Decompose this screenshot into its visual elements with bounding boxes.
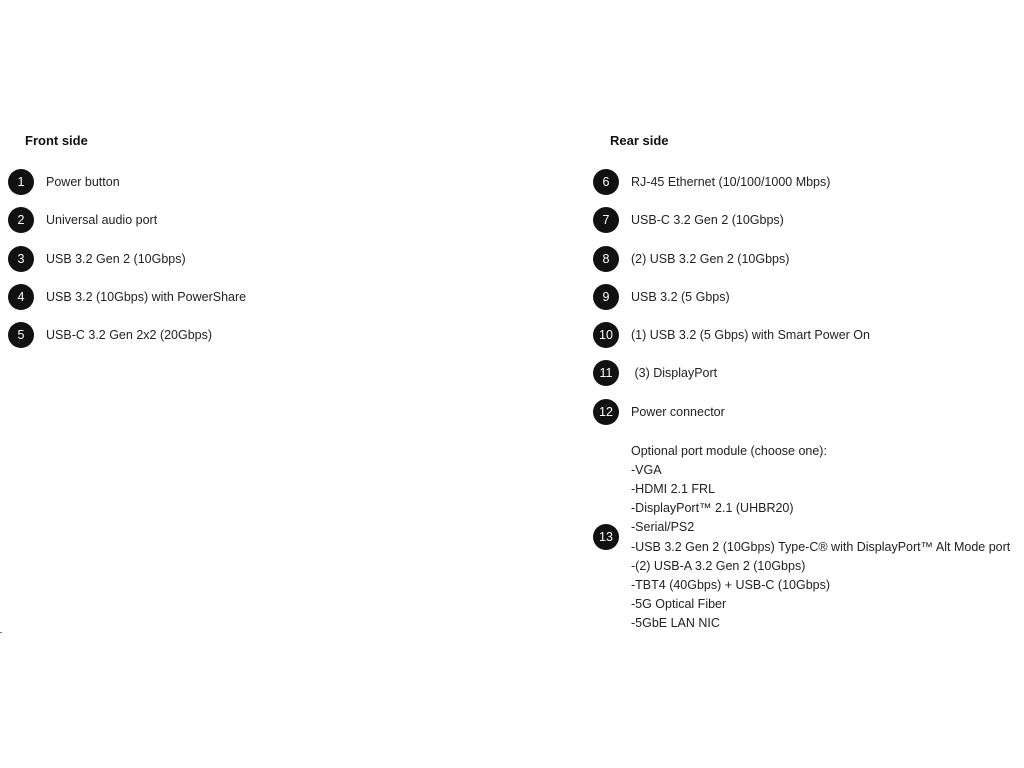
- optional-module-option: -DisplayPort™ 2.1 (UHBR20): [631, 501, 794, 516]
- port-number-badge: 11: [593, 360, 619, 386]
- port-number-badge: 6: [593, 169, 619, 195]
- optional-module-option: -HDMI 2.1 FRL: [631, 482, 716, 497]
- rear-side-heading: Rear side: [610, 133, 669, 148]
- port-number-badge: 9: [593, 284, 619, 310]
- port-label: (1) USB 3.2 (5 Gbps) with Smart Power On: [631, 328, 870, 343]
- optional-module-option: -VGA: [631, 463, 662, 478]
- optional-module-title: Optional port module (choose one):: [631, 444, 827, 459]
- optional-module-options-list: [631, 442, 1010, 633]
- optional-module-option: -USB 3.2 Gen 2 (10Gbps) Type-C® with DisplayPort™ Alt Mode port: [631, 539, 1011, 554]
- port-number-badge: 4: [8, 284, 34, 310]
- port-number-badge: 13: [593, 524, 619, 550]
- port-label: Power button: [46, 175, 120, 189]
- page-edge-mark: [0, 632, 2, 633]
- port-number-badge: 7: [593, 207, 619, 233]
- optional-module-option: -(2) USB-A 3.2 Gen 2 (10Gbps): [631, 558, 806, 573]
- port-label: (3) DisplayPort: [631, 366, 718, 381]
- port-label: USB 3.2 Gen 2 (10Gbps): [46, 251, 186, 266]
- port-label: USB-C 3.2 Gen 2x2 (20Gbps): [46, 328, 213, 343]
- port-number-badge: 1: [8, 169, 34, 195]
- optional-module-option: -5G Optical Fiber: [631, 596, 727, 611]
- port-label: USB 3.2 (10Gbps) with PowerShare: [46, 289, 247, 304]
- port-number-badge: 3: [8, 246, 34, 272]
- port-number-badge: 5: [8, 322, 34, 348]
- port-number-badge: 8: [593, 246, 619, 272]
- port-number-badge: 10: [593, 322, 619, 348]
- port-label: RJ-45 Ethernet (10/100/1000 Mbps): [631, 175, 831, 189]
- port-label: Universal audio port: [46, 213, 158, 228]
- port-number-badge: 2: [8, 207, 34, 233]
- port-label: USB-C 3.2 Gen 2 (10Gbps): [631, 213, 784, 228]
- optional-module-option: -5GbE LAN NIC: [631, 615, 720, 630]
- optional-module-option: -TBT4 (40Gbps) + USB-C (10Gbps): [631, 577, 831, 592]
- port-label: USB 3.2 (5 Gbps): [631, 289, 730, 304]
- port-label: (2) USB 3.2 Gen 2 (10Gbps): [631, 251, 790, 266]
- port-label: Power connector: [631, 404, 725, 419]
- port-number-badge: 12: [593, 399, 619, 425]
- front-side-heading: Front side: [25, 133, 88, 148]
- optional-module-option: -Serial/PS2: [631, 520, 695, 535]
